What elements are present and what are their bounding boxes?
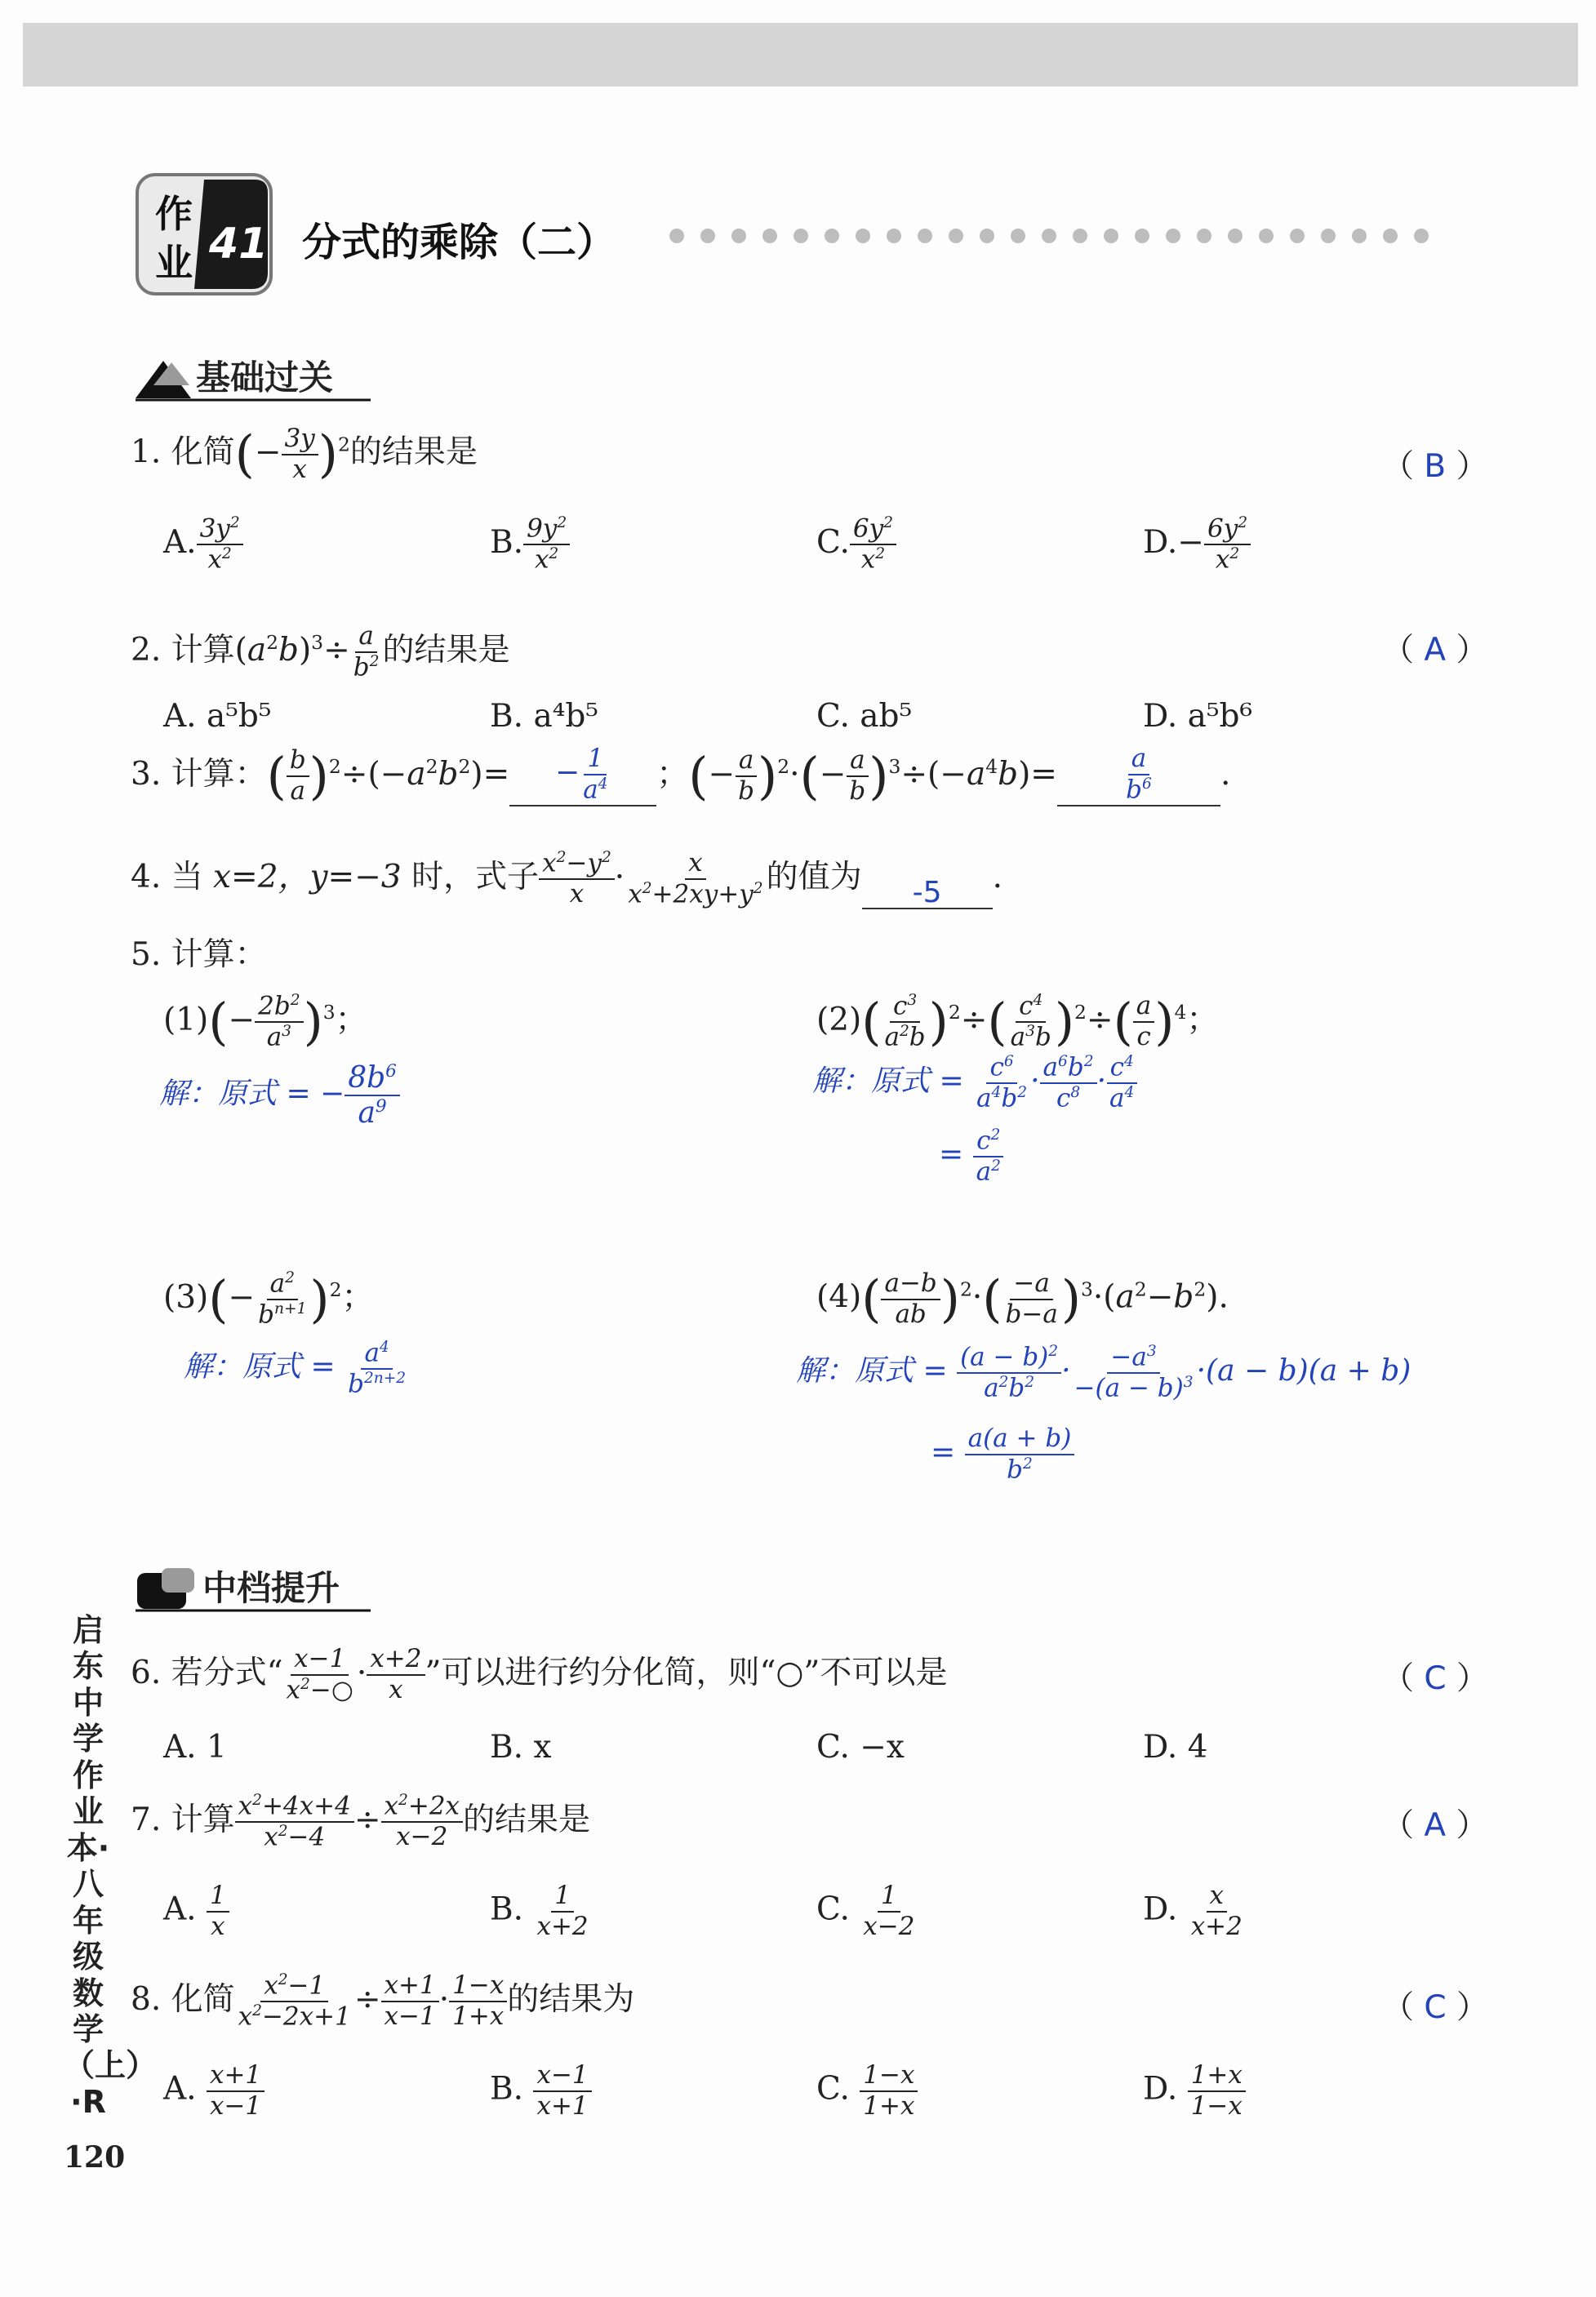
- q5-part-4: (4)( $\frac{a-b}{ab}$ )$^2$·( $\frac{-a}{b-a}$ )$^3\cdot(a^2-b^2)$.: [816, 1268, 1229, 1329]
- q7-option-c: C. $\frac{1}{x-2}$: [816, 1881, 915, 1941]
- q2-option-a: A. a⁵b⁵: [163, 698, 272, 735]
- q5-2-solution: 解：原式 = $\frac{c^6}{a^4b^2}$ · $\frac{a^6b^2}{c^8}$ · $\frac{c^4}{a^4}$: [812, 1053, 1137, 1113]
- page-title: 分式的乘除（二）: [302, 220, 616, 265]
- q6-option-b: B. x: [490, 1729, 552, 1766]
- q6-option-a: A. 1: [163, 1729, 227, 1766]
- q6-option-d: D. 4: [1143, 1729, 1208, 1766]
- q5-part-2: (2)( $\frac{c^3}{a^2b}$ )$^2$÷( $\frac{c^4}{a^3b}$ )$^2$÷( $\frac{a}{c}$ )$^4$；: [816, 991, 1219, 1052]
- q8-option-b: B. $\frac{x-1}{x+1}$: [490, 2061, 592, 2121]
- q1-option-c: C. $\frac{6y^2}{x^2}$: [816, 514, 896, 575]
- question-6: 6. 若分式“ $\frac{x-1}{x^2-○}$ · $\frac{x+2}{x}$ ”可以进行约分化简，则“○”不可以是: [131, 1644, 948, 1704]
- section-middle-label: 中档提升: [202, 1568, 340, 1608]
- q7-option-a: A. $\frac{1}{x}$: [163, 1882, 229, 1941]
- question-8: 8. 化简 $\frac{x^2-1}{x^2-2x+1}$ ÷ $\frac{x+1}{x-1}$ · $\frac{1-x}{1+x}$ 的结果为: [131, 1970, 635, 2032]
- q8-option-a: A. $\frac{x+1}{x-1}$: [163, 2061, 265, 2121]
- badge-number: 41: [209, 220, 269, 269]
- q1-option-d: D.− $\frac{6y^2}{x^2}$: [1143, 514, 1251, 575]
- section-basic-label: 基础过关: [196, 358, 334, 398]
- q7-answer-bracket: （ A ）: [1382, 1807, 1488, 1844]
- top-band: [23, 23, 1578, 87]
- q7-answer: A: [1424, 1807, 1447, 1844]
- q5-part-1: (1)(− $\frac{2b^2}{a^3}$ )$^3$；: [163, 991, 367, 1052]
- q5-part-3: (3)(− $\frac{a^2}{b^{n+1}}$ )$^2$；: [163, 1268, 374, 1330]
- q8-option-c: C. $\frac{1-x}{1+x}$: [816, 2061, 918, 2121]
- badge-top-char: 作: [155, 192, 193, 236]
- q5-1-solution: 解：原式 = − $\frac{8b^6}{a^9}$: [159, 1061, 400, 1131]
- q8-option-d: D. $\frac{1+x}{1-x}$: [1143, 2061, 1246, 2121]
- question-2: 2. 计算$(a^2b)^3\div$ $\frac{a}{b^2}$ 的结果是: [131, 621, 510, 682]
- question-5-label: 5. 计算：: [131, 936, 267, 973]
- badge-bottom-char: 业: [155, 241, 193, 285]
- q5-4-solution-result: = $\frac{a(a + b)}{b^2}$: [931, 1424, 1074, 1485]
- q6-option-c: C. −x: [816, 1729, 905, 1766]
- q6-answer-bracket: （ C ）: [1382, 1660, 1489, 1697]
- q2-option-c: C. ab⁵: [816, 698, 913, 735]
- q8-answer-bracket: （ C ）: [1382, 1989, 1489, 2026]
- q8-answer: C: [1424, 1989, 1447, 2026]
- q2-option-d: D. a⁵b⁶: [1143, 698, 1253, 735]
- q7-option-b: B. $\frac{1}{x+2}$: [490, 1881, 589, 1941]
- q1-answer-bracket: （ B ）: [1382, 448, 1488, 485]
- q1-answer: B: [1424, 448, 1447, 485]
- book-side-title: 启东中学作业本·八年级数学（上）·R: [64, 1612, 142, 2120]
- q5-2-solution-result: = $\frac{c^2}{a^2}$: [939, 1126, 1004, 1187]
- question-7: 7. 计算 $\frac{x^2+4x+4}{x^2-4}$ ÷ $\frac{x^2+2x}{x-2}$ 的结果是: [131, 1791, 591, 1852]
- question-3: 3. 计算：( $\frac{b}{a}$ )$^2\div(-a^2b^2)=$ − $\frac{1}{a^4}$ ；(− $\frac{a}{b}$ )$^2$·(− $\frac{a}{b}$ )$^3\div(-a^4b)=$ $\frac{a}{b^6}$ .: [131, 744, 1231, 806]
- q2-option-b: B. a⁴b⁵: [490, 698, 598, 735]
- q7-option-d: D. $\frac{x}{x+2}$: [1143, 1881, 1243, 1941]
- q6-answer: C: [1424, 1660, 1447, 1697]
- q1-option-b: B. $\frac{9y^2}{x^2}$: [490, 514, 570, 575]
- q2-answer: A: [1424, 632, 1447, 669]
- q5-3-solution: 解：原式 = $\frac{a^4}{b^{2n+2}}$: [184, 1338, 407, 1399]
- question-1: 1. 化简(− $\frac{3y}{x}$ )$^2$的结果是: [131, 424, 478, 484]
- page-number: 120: [64, 2140, 126, 2175]
- q5-4-solution: 解：原式 = $\frac{(a - b)^2}{a^2b^2}$ · $\frac{-a^3}{-(a - b)^3}$ ·(a − b)(a + b): [796, 1342, 1412, 1403]
- question-4: 4. 当 x=2，y=−3 时，式子 $\frac{x^2-y^2}{x}$ · $\frac{x}{x^2+2xy+y^2}$ 的值为 -5 .: [131, 848, 1003, 909]
- q4-answer: -5: [912, 875, 942, 909]
- assignment-badge: [132, 168, 276, 299]
- section-basic-header: [129, 353, 334, 402]
- title-dots: [669, 229, 1429, 243]
- q2-answer-bracket: （ A ）: [1382, 632, 1488, 669]
- q1-option-a: A. $\frac{3y^2}{x^2}$: [163, 514, 243, 575]
- q3-blank-1: − $\frac{1}{a^4}$: [509, 744, 656, 806]
- q3-blank-2: $\frac{a}{b^6}$: [1057, 744, 1220, 806]
- section-middle-header: [129, 1563, 340, 1612]
